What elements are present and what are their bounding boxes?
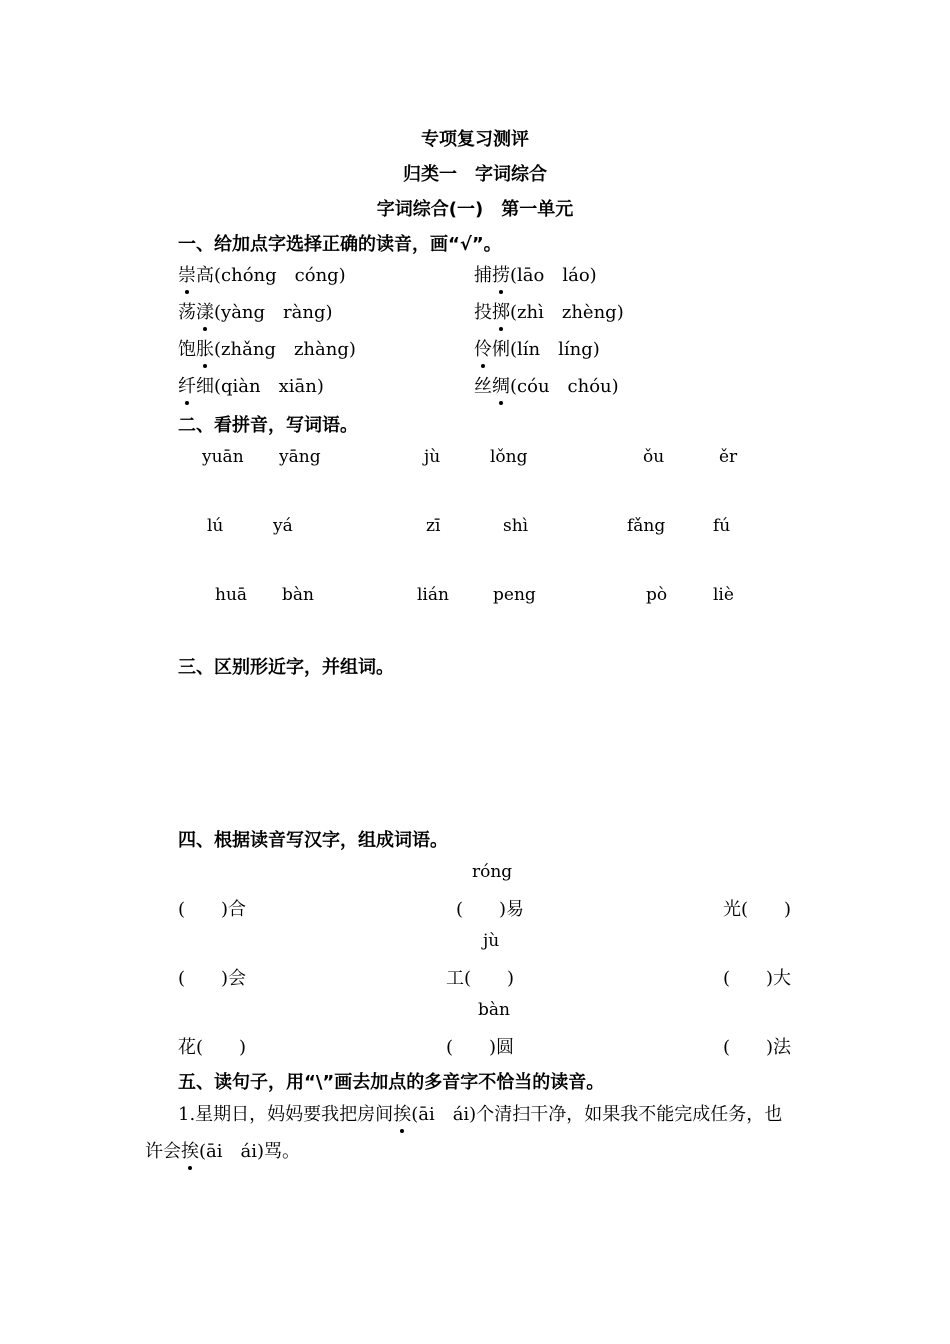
pinyin-label: fú: [713, 516, 731, 536]
pinyin-label: ǒu: [643, 447, 665, 467]
fill-blank-item: ( )会: [178, 968, 247, 989]
sentence-line: 1.星期日，妈妈要我把房间挨(āi ái)个清扫干净，如果我不能完成任务，也: [178, 1100, 782, 1126]
dotted-char: 胀: [196, 335, 214, 361]
pinyin-label: lǒng: [490, 447, 528, 467]
pinyin-label: pò: [646, 585, 668, 605]
q3-heading: 三、区别形近字，并组词。: [178, 657, 394, 678]
dotted-char: 纤: [178, 372, 196, 398]
dotted-char: 挨: [181, 1137, 199, 1163]
q1-item: 崇高(chóng cóng): [178, 261, 346, 287]
fill-blank-item: ( )易: [456, 899, 525, 920]
pinyin-label: róng: [472, 862, 513, 882]
fill-blank-item: ( )大: [723, 968, 792, 989]
pinyin-label: liè: [713, 585, 734, 605]
q1-item: 荡漾(yàng ràng): [178, 298, 333, 324]
pinyin-label: bàn: [478, 1000, 510, 1020]
dotted-char: 掷: [492, 298, 510, 324]
q2-heading: 二、看拼音，写词语。: [178, 415, 358, 436]
pinyin-label: shì: [503, 516, 529, 536]
pinyin-label: huā: [215, 585, 248, 605]
fill-blank-item: 工( ): [446, 968, 515, 989]
pinyin-label: lú: [207, 516, 224, 536]
dotted-char: 伶: [474, 335, 492, 361]
fill-blank-item: ( )圆: [446, 1037, 515, 1058]
pinyin-label: jù: [424, 447, 441, 467]
fill-blank-item: ( )合: [178, 899, 247, 920]
dotted-char: 挨: [393, 1100, 411, 1126]
q5-heading: 五、读句子，用“\”画去加点的多音字不恰当的读音。: [178, 1072, 605, 1093]
fill-blank-item: ( )法: [723, 1037, 792, 1058]
pinyin-label: jù: [483, 931, 500, 951]
sub-title: 归类一 字词综合: [403, 164, 547, 185]
pinyin-label: zī: [426, 516, 441, 536]
dotted-char: 绸: [492, 372, 510, 398]
pinyin-label: ěr: [719, 447, 738, 467]
q1-item: 纤细(qiàn xiān): [178, 372, 324, 398]
pinyin-label: yuān: [202, 447, 244, 467]
q1-item: 投掷(zhì zhèng): [474, 298, 624, 324]
dotted-char: 捞: [492, 261, 510, 287]
q1-item: 饱胀(zhǎng zhàng): [178, 335, 356, 361]
q1-item: 丝绸(cóu chóu): [474, 372, 619, 398]
q1-item: 捕捞(lāo láo): [474, 261, 597, 287]
main-title: 专项复习测评: [421, 129, 529, 150]
pinyin-label: bàn: [282, 585, 314, 605]
q1-heading: 一、给加点字选择正确的读音，画“√”。: [178, 234, 502, 255]
pinyin-label: fǎng: [627, 516, 666, 536]
pinyin-label: yá: [273, 516, 293, 536]
dotted-char: 崇: [178, 261, 196, 287]
pinyin-label: yāng: [279, 447, 321, 467]
sentence-line: 许会挨(āi ái)骂。: [145, 1137, 300, 1163]
fill-blank-item: 花( ): [178, 1037, 247, 1058]
pinyin-label: lián: [417, 585, 449, 605]
fill-blank-item: 光( ): [723, 899, 792, 920]
q4-heading: 四、根据读音写汉字，组成词语。: [178, 830, 448, 851]
q1-item: 伶俐(lín líng): [474, 335, 600, 361]
pinyin-label: peng: [493, 585, 536, 605]
unit-title: 字词综合(一) 第一单元: [376, 199, 574, 220]
dotted-char: 漾: [196, 298, 214, 324]
